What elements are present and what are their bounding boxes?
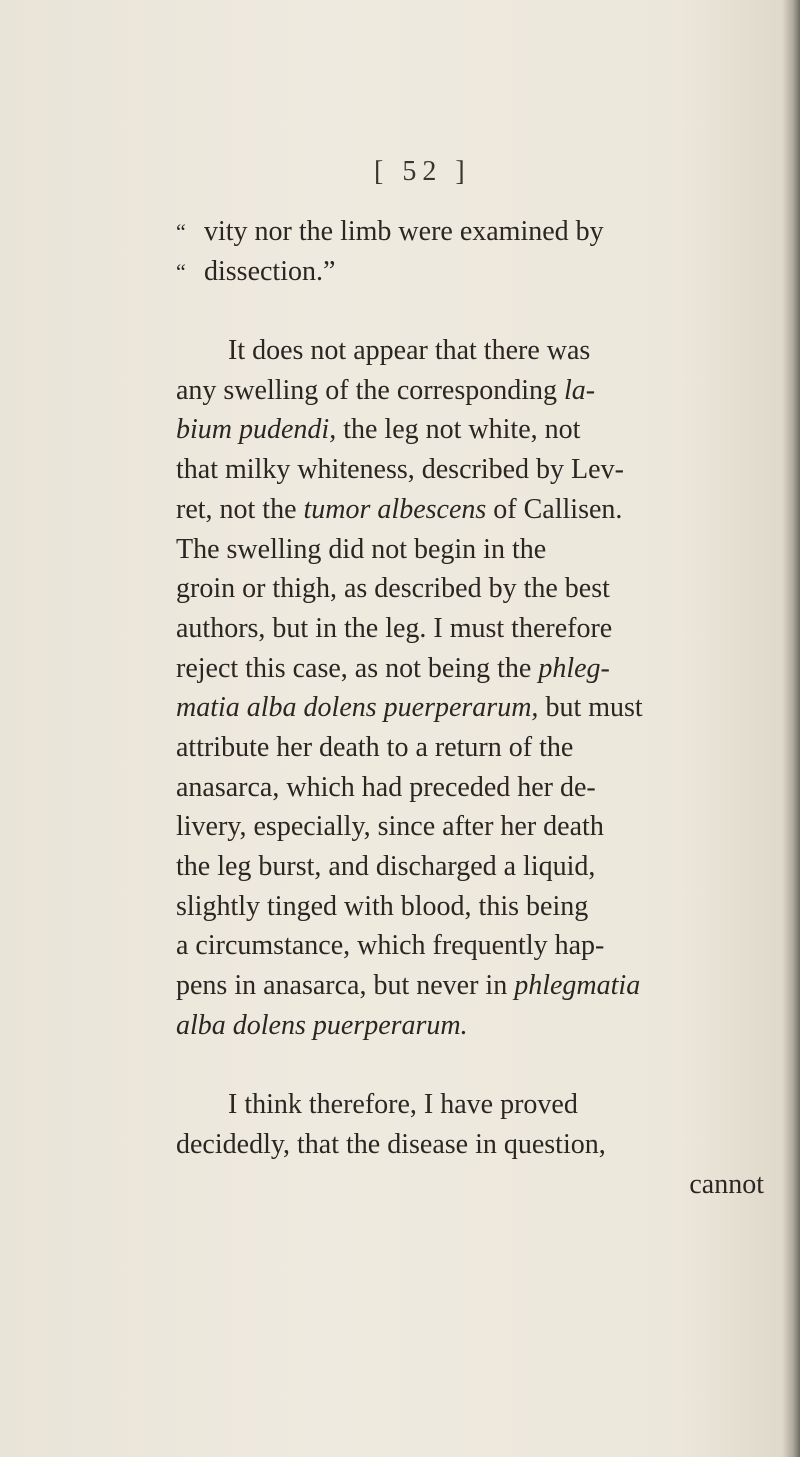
italic-text: phleg-	[538, 652, 610, 684]
text-line	[176, 609, 776, 649]
text-line	[176, 490, 776, 530]
quote-mark: “	[176, 219, 186, 244]
line-text: of Callisen.	[486, 493, 623, 525]
italic-text: bium pudendi,	[176, 414, 337, 446]
text-line	[176, 331, 776, 371]
line-text: any swelling of the corresponding	[176, 374, 565, 406]
line-text: a circumstance, which frequently hap-	[176, 930, 605, 962]
text-line	[176, 410, 776, 450]
text-line	[176, 847, 776, 887]
line-text: The swelling did not begin in the	[176, 533, 547, 565]
page-number: [ 52 ]	[374, 156, 471, 187]
line-text: authors, but in the leg. I must therefore	[176, 612, 613, 644]
line-text: the leg burst, and discharged a liquid,	[176, 851, 596, 882]
quote-mark: “	[176, 258, 186, 284]
page-edge-shadow	[782, 0, 800, 1457]
italic-text: phlegmatia	[514, 970, 641, 1002]
text-line	[176, 1125, 776, 1165]
line-text: anasarca, which had preceded her de-	[176, 771, 596, 803]
text-line	[176, 1006, 776, 1046]
line-text: I think therefore, I have proved	[228, 1089, 578, 1121]
text-line	[176, 371, 776, 411]
text-line	[176, 728, 776, 768]
text-line	[176, 1085, 776, 1125]
line-text: pens in anasarca, but never in	[176, 970, 515, 1002]
line-text: reject this case, as not being the	[176, 652, 539, 684]
text-line	[176, 807, 776, 847]
line-text: cannot	[689, 1168, 764, 1200]
text-line	[176, 530, 776, 570]
text-line	[176, 887, 776, 927]
text-line	[176, 688, 776, 728]
line-text: vity nor the limb were examined by	[204, 216, 604, 247]
text-line	[176, 768, 776, 808]
text-line	[176, 966, 776, 1006]
line-text: ret, not the	[176, 493, 304, 525]
line-text: decidedly, that the disease in question,	[176, 1128, 606, 1160]
body-text	[176, 212, 776, 1204]
text-line	[176, 212, 776, 252]
italic-text: matia alba dolens puerperarum,	[176, 692, 539, 724]
text-line	[176, 1165, 776, 1205]
line-text: dissection.”	[204, 255, 336, 287]
line-text: the leg not white, not	[336, 414, 581, 446]
line-text: slightly tinged with blood, this being	[176, 890, 589, 922]
text-line	[176, 649, 776, 689]
line-text: but must	[538, 692, 643, 724]
italic-text: la-	[564, 374, 596, 406]
text-line	[176, 926, 776, 966]
line-text: attribute her death to a return of the	[176, 731, 574, 763]
text-line	[176, 252, 776, 292]
paragraph-gap	[176, 291, 776, 331]
line-text: It does not appear that there was	[228, 335, 591, 367]
line-text: livery, especially, since after her death	[176, 811, 604, 843]
italic-text: alba dolens puerperarum.	[176, 1009, 468, 1041]
line-text: groin or thigh, as described by the best	[176, 573, 610, 605]
line-text: that milky whiteness, described by Lev-	[176, 454, 624, 486]
paragraph-gap	[176, 1045, 776, 1085]
text-line	[176, 569, 776, 609]
italic-text: tumor albescens	[303, 493, 487, 525]
text-line	[176, 450, 776, 490]
